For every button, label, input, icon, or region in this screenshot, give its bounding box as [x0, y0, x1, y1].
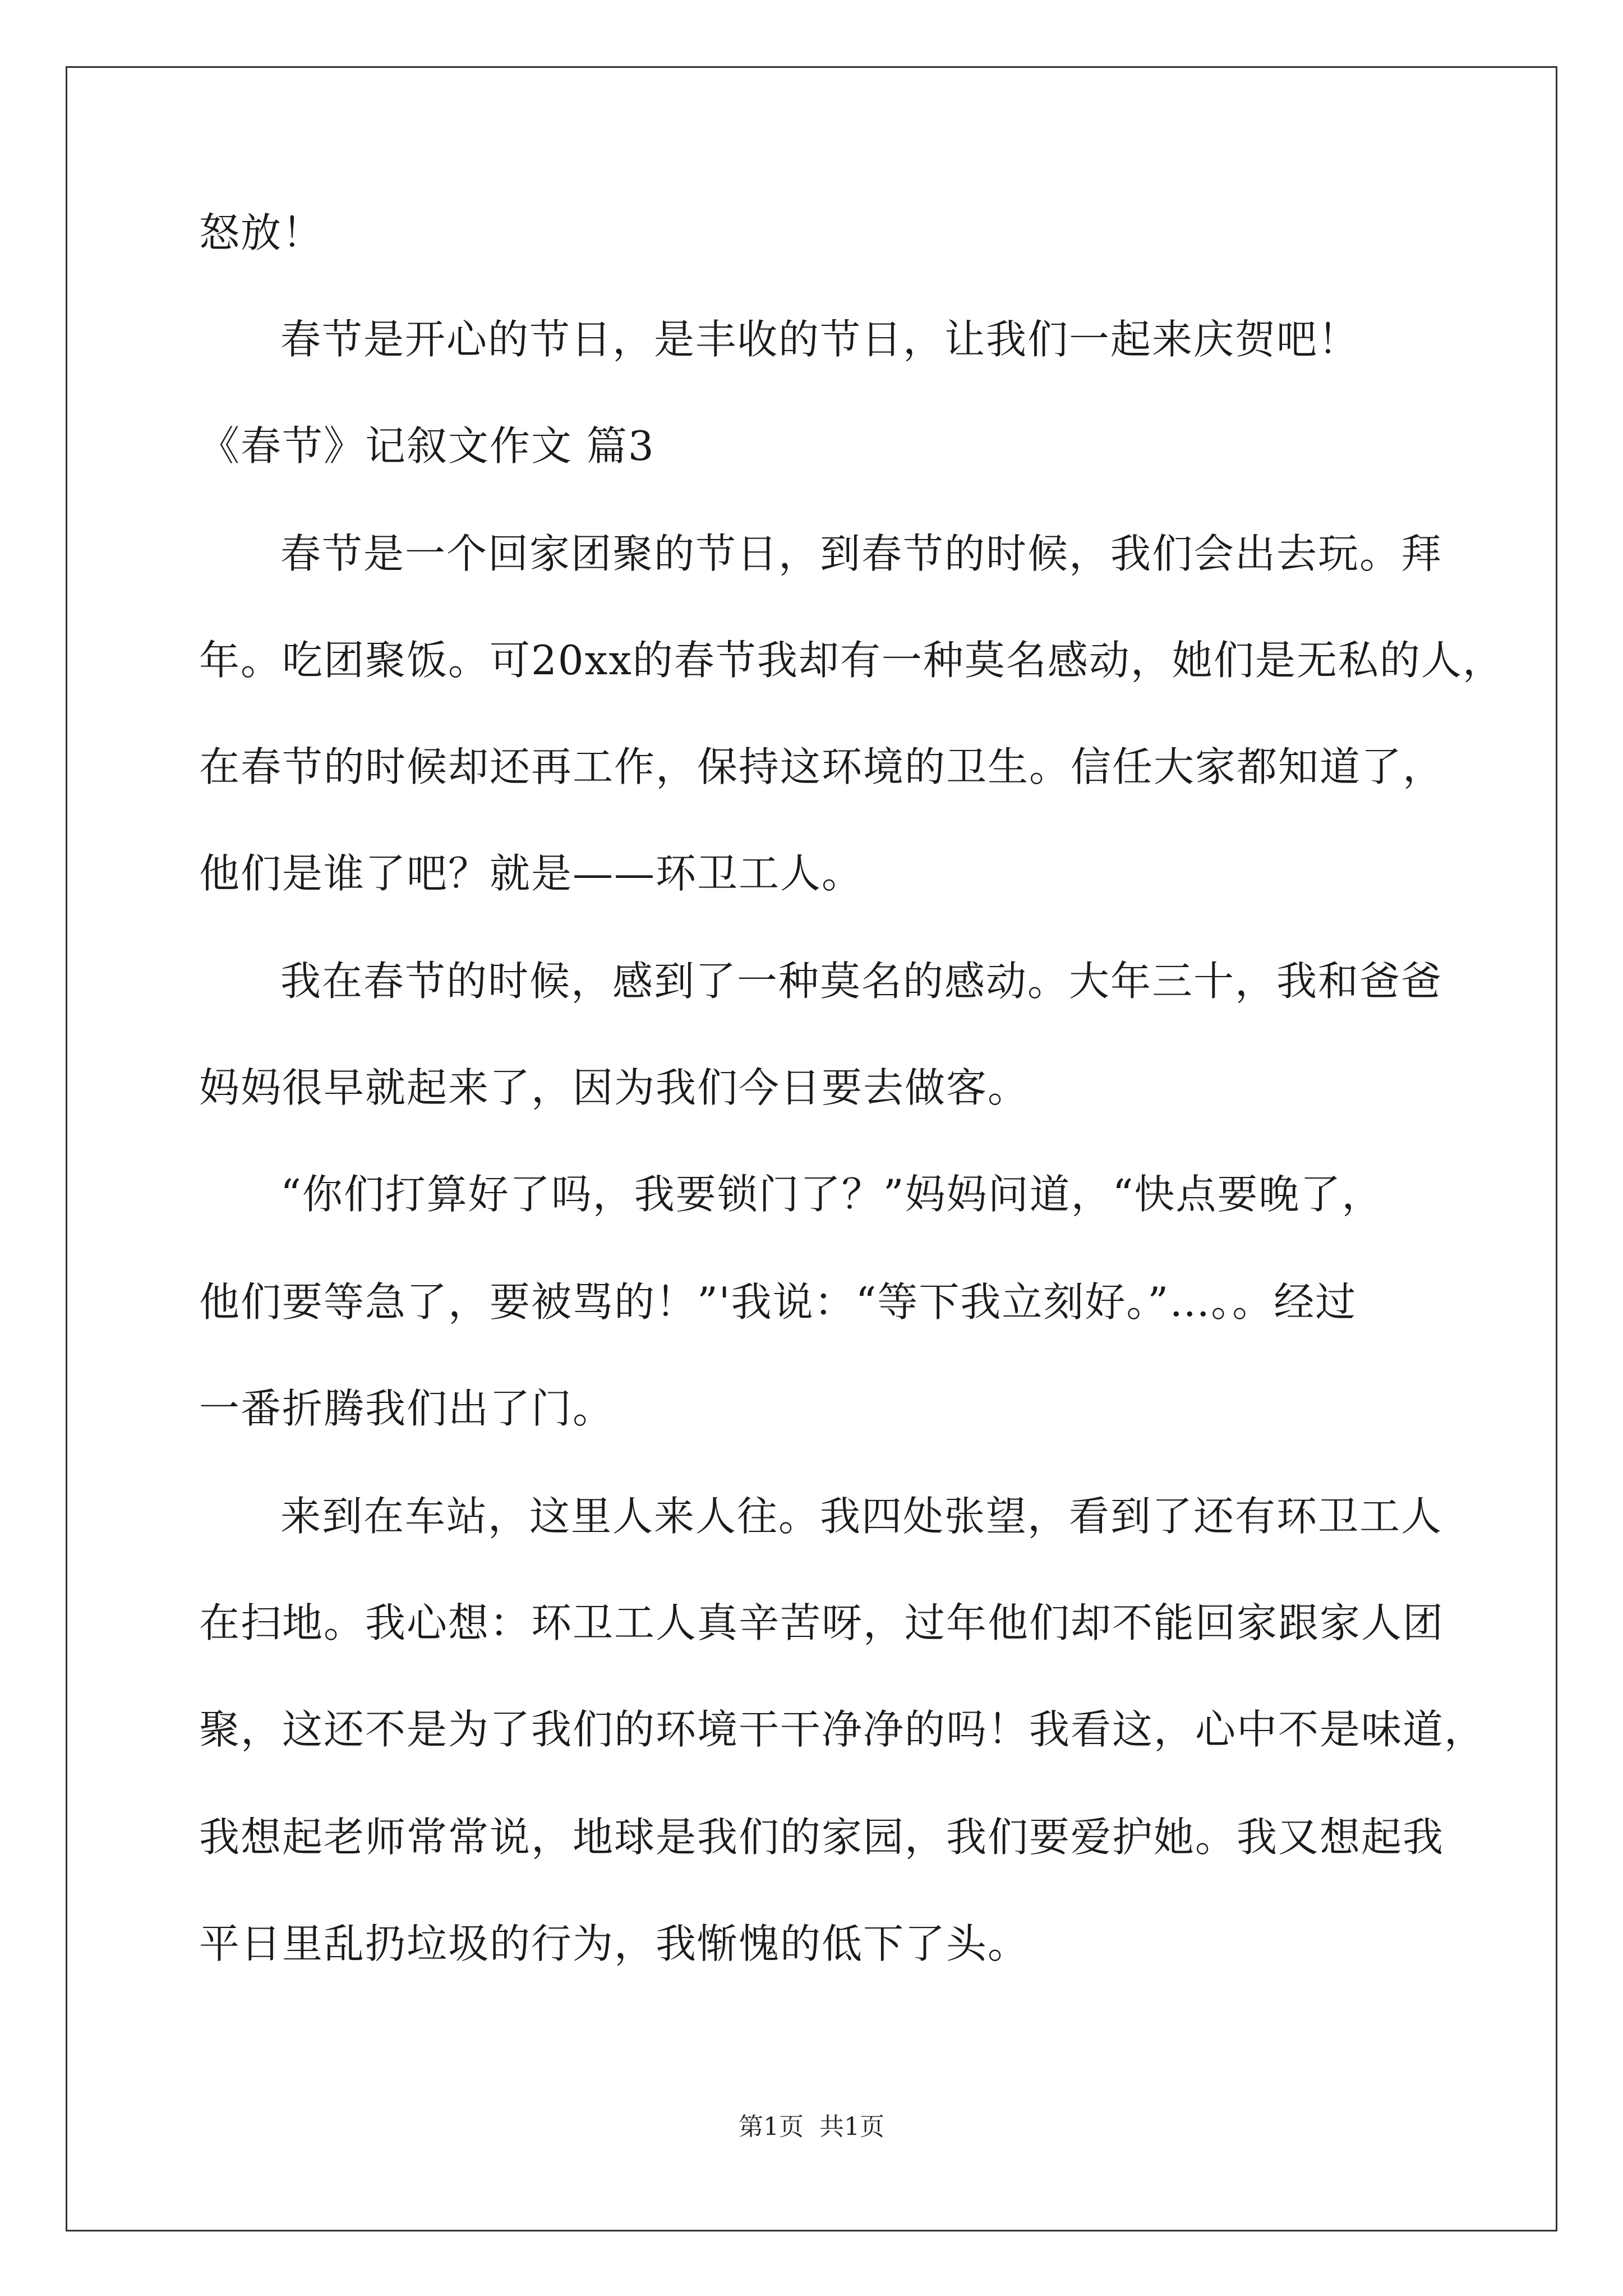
section-heading: 《春节》记叙文作文 篇3	[199, 422, 655, 470]
text-line: 我想起老师常常说，地球是我们的家园，我们要爱护她。我又想起我	[199, 1814, 1445, 1861]
text-line: 他们是谁了吧？就是——环卫工人。	[199, 850, 864, 897]
text-line: 在春节的时候却还再工作，保持这环境的卫生。信任大家都知道了，	[199, 743, 1445, 790]
text-line: 春节是一个回家团聚的节日，到春节的时候，我们会出去玩。拜	[280, 530, 1443, 577]
text-line: 来到在车站，这里人来人往。我四处张望，看到了还有环卫工人	[280, 1493, 1443, 1540]
text-line: 妈妈很早就起来了，因为我们今日要去做客。	[199, 1064, 1030, 1111]
text-line: 聚，这还不是为了我们的环境干干净净的吗！我看这，心中不是味道，	[199, 1706, 1486, 1753]
text-line: 年。吃团聚饭。可20xx的春节我却有一种莫名感动，她们是无私的人，	[199, 637, 1504, 684]
text-line: 他们要等急了，要被骂的！”'我说：“等下我立刻好。”…。。经过	[199, 1278, 1357, 1326]
text-line: 平日里乱扔垃圾的行为，我惭愧的低下了头。	[199, 1920, 1030, 1967]
text-line: 我在春节的时候，感到了一种莫名的感动。大年三十，我和爸爸	[280, 958, 1443, 1005]
text-line: 一番折腾我们出了门。	[199, 1385, 615, 1432]
text-line: 春节是开心的节日，是丰收的节日，让我们一起来庆贺吧！	[280, 316, 1360, 363]
text-line: “你们打算好了吗，我要锁门了？”妈妈问道，“快点要晚了，	[280, 1171, 1384, 1218]
text-line: 在扫地。我心想：环卫工人真辛苦呀，过年他们却不能回家跟家人团	[199, 1599, 1445, 1646]
page-number	[0, 2110, 1623, 2144]
page-label: 第1页	[739, 2113, 804, 2141]
text-line: 怒放！	[199, 209, 324, 256]
page-border	[66, 66, 1557, 2231]
total-pages-label: 共1页	[819, 2113, 884, 2141]
